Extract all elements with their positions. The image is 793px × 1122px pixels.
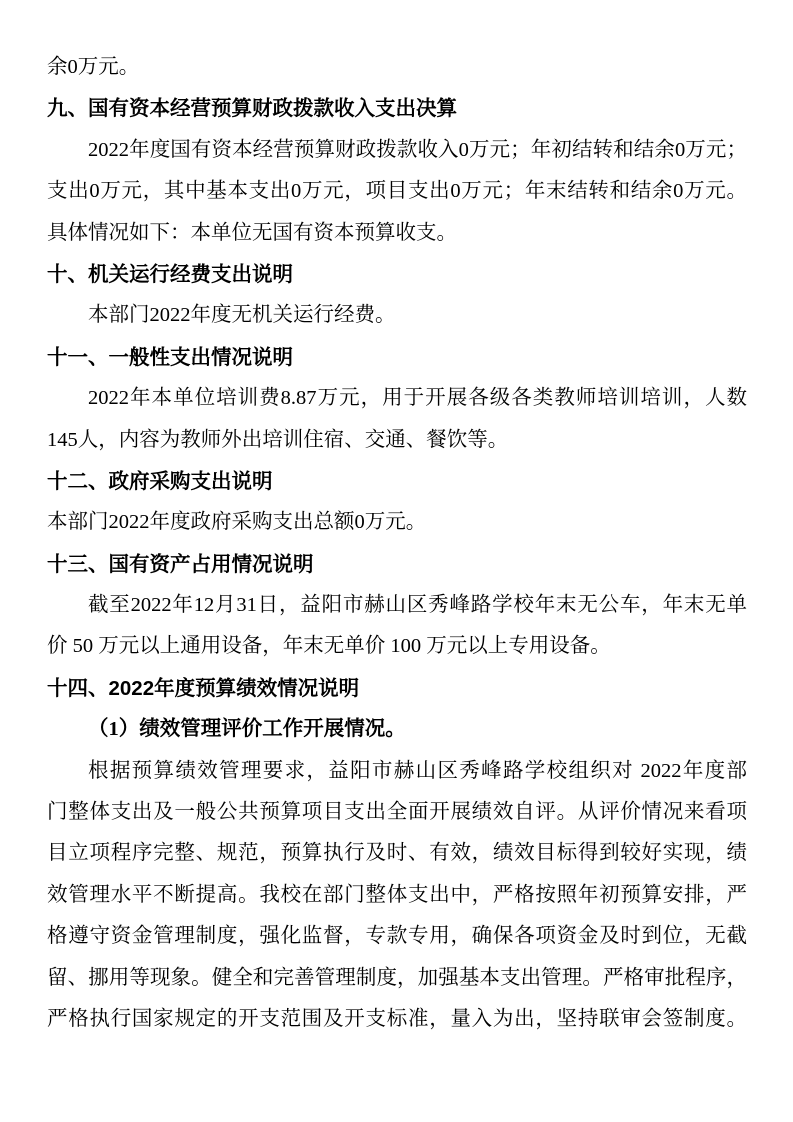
text-line: 截至2022年12月31日，益阳市赫山区秀峰路学校年末无公车，年末无单 [88,594,747,617]
section-heading: 十四、2022年度预算绩效情况说明 [47,676,360,700]
text-line: 支出0万元，其中基本支出0万元，项目支出0万元；年末结转和结余0万元。 [47,180,747,203]
text-line: 根据预算绩效管理要求，益阳市赫山区秀峰路学校组织对 2022年度部 [88,759,747,782]
section-heading: 十三、国有资产占用情况说明 [47,552,314,576]
section-heading: 十、机关运行经费支出说明 [47,262,293,286]
text-line: 门整体支出及一般公共预算项目支出全面开展绩效自评。从评价情况来看项 [47,801,747,824]
text-line: 价 50 万元以上通用设备，年末无单价 100 万元以上专用设备。 [47,635,611,658]
text-line: 145人，内容为教师外出培训住宿、交通、餐饮等。 [47,428,509,451]
text-line: 2022年度国有资本经营预算财政拨款收入0万元；年初结转和结余0万元； [88,138,747,161]
sub-heading: （1）绩效管理评价工作开展情况。 [88,718,406,741]
text-line: 2022年本单位培训费8.87万元，用于开展各级各类教师培训培训，人数 [88,387,747,410]
section-heading: 九、国有资本经营预算财政拨款收入支出决算 [47,97,457,121]
section-heading: 十二、政府采购支出说明 [47,469,273,493]
text-line: 严格执行国家规定的开支范围及开支标准，量入为出，坚持联审会签制度。 [47,1007,747,1030]
text-line: 目立项程序完整、规范，预算执行及时、有效，绩效目标得到较好实现，绩 [47,842,747,865]
text-line: 余0万元。 [47,56,140,78]
text-line: 效管理水平不断提高。我校在部门整体支出中，严格按照年初预算安排，严 [47,883,747,906]
section-heading: 十一、一般性支出情况说明 [47,345,293,369]
text-line: 本部门2022年度政府采购支出总额0万元。 [47,511,427,534]
text-line: 留、挪用等现象。健全和完善管理制度，加强基本支出管理。严格审批程序， [47,966,747,989]
document-content [47,47,747,1040]
text-line: 本部门2022年度无机关运行经费。 [88,304,396,327]
text-line: 格遵守资金管理制度，强化监督，专款专用，确保各项资金及时到位，无截 [47,925,747,948]
text-line: 具体情况如下：本单位无国有资本预算收支。 [47,221,457,244]
